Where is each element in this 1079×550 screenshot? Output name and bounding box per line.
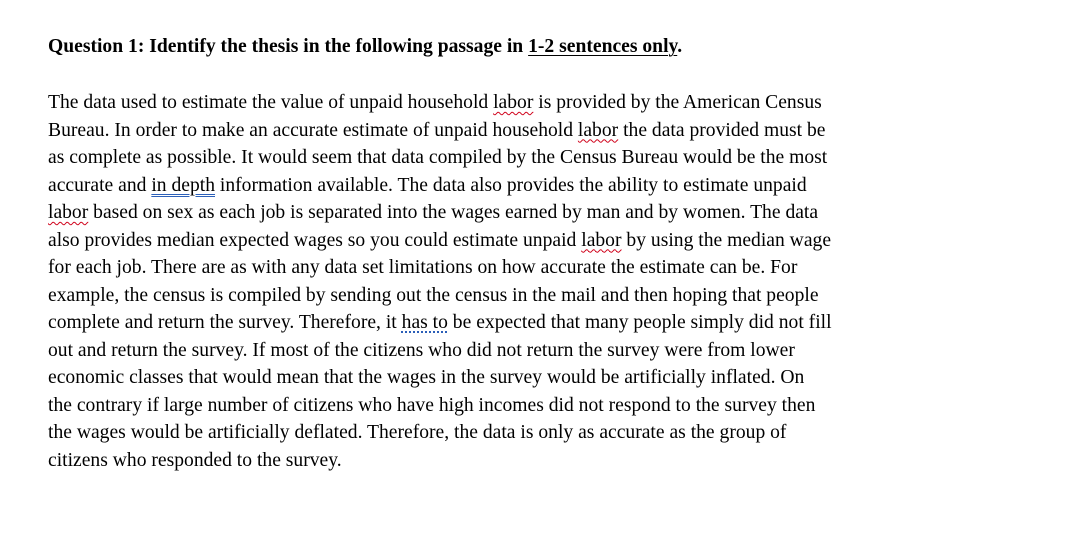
text-run: the wages would be artificially deflated. Therefore, the data is only as accurate as the group of [48,422,787,443]
spelling-flag[interactable]: labor [48,202,89,223]
text-run: based on sex as each job is separated into the wages earned by man and by women. The data [88,202,819,223]
text-run: the data provided must be [618,119,826,141]
passage-line [48,392,832,420]
text-run: Bureau. In order to make an accurate estimate of unpaid household [48,119,578,141]
passage-line [48,117,832,145]
spelling-flag[interactable]: labor [581,229,622,251]
question-emphasis: 1-2 sentences only [528,36,678,57]
passage-line [48,419,832,447]
question-period: . [677,36,683,57]
spelling-flag[interactable]: labor [577,119,619,141]
question-text: Question 1: Identify the thesis in the following passage in [48,36,529,57]
text-run: the contrary if large number of citizens who have high incomes did not respond to the survey then [48,394,816,416]
question-heading [48,33,682,60]
text-run: information available. The data also provides the ability to estimate unpaid [215,174,807,196]
grammar-flag[interactable]: in depth [151,174,216,196]
style-flag[interactable]: has to [401,312,448,333]
text-run: for each job. There are as with any data set limitations on how accurate the estimate can be. For [48,257,798,278]
passage-paragraph [48,89,832,474]
text-run: be expected that many people simply did not fill [447,312,832,333]
passage-line [48,337,832,365]
passage-line [48,309,832,337]
passage-line [48,89,832,117]
passage-line [48,172,832,200]
text-run: citizens who responded to the survey. [48,449,342,471]
passage-line [48,144,832,172]
passage-line [48,227,832,255]
passage-line [48,447,832,475]
text-run: by using the median wage [621,229,832,251]
text-run: The data used to estimate the value of unpaid household [48,92,494,113]
text-run: accurate and [48,174,152,196]
passage-line [48,282,832,310]
document-page [48,0,1068,550]
text-run: economic classes that would mean that the wages in the survey would be artificially inflated. On [48,367,805,388]
text-run: also provides median expected wages so you could estimate unpaid [48,229,582,251]
passage-line [48,199,832,227]
text-run: complete and return the survey. Therefore, it [48,312,402,333]
text-run: is provided by the American Census [533,92,822,113]
passage-line [48,254,832,282]
spelling-flag[interactable]: labor [493,92,534,113]
text-run: as complete as possible. It would seem that data compiled by the Census Bureau would be the most [48,147,828,168]
text-run: example, the census is compiled by sending out the census in the mail and then hoping that people [48,284,819,306]
passage-line [48,364,832,392]
text-run: out and return the survey. If most of the citizens who did not return the survey were from lower [48,339,795,361]
